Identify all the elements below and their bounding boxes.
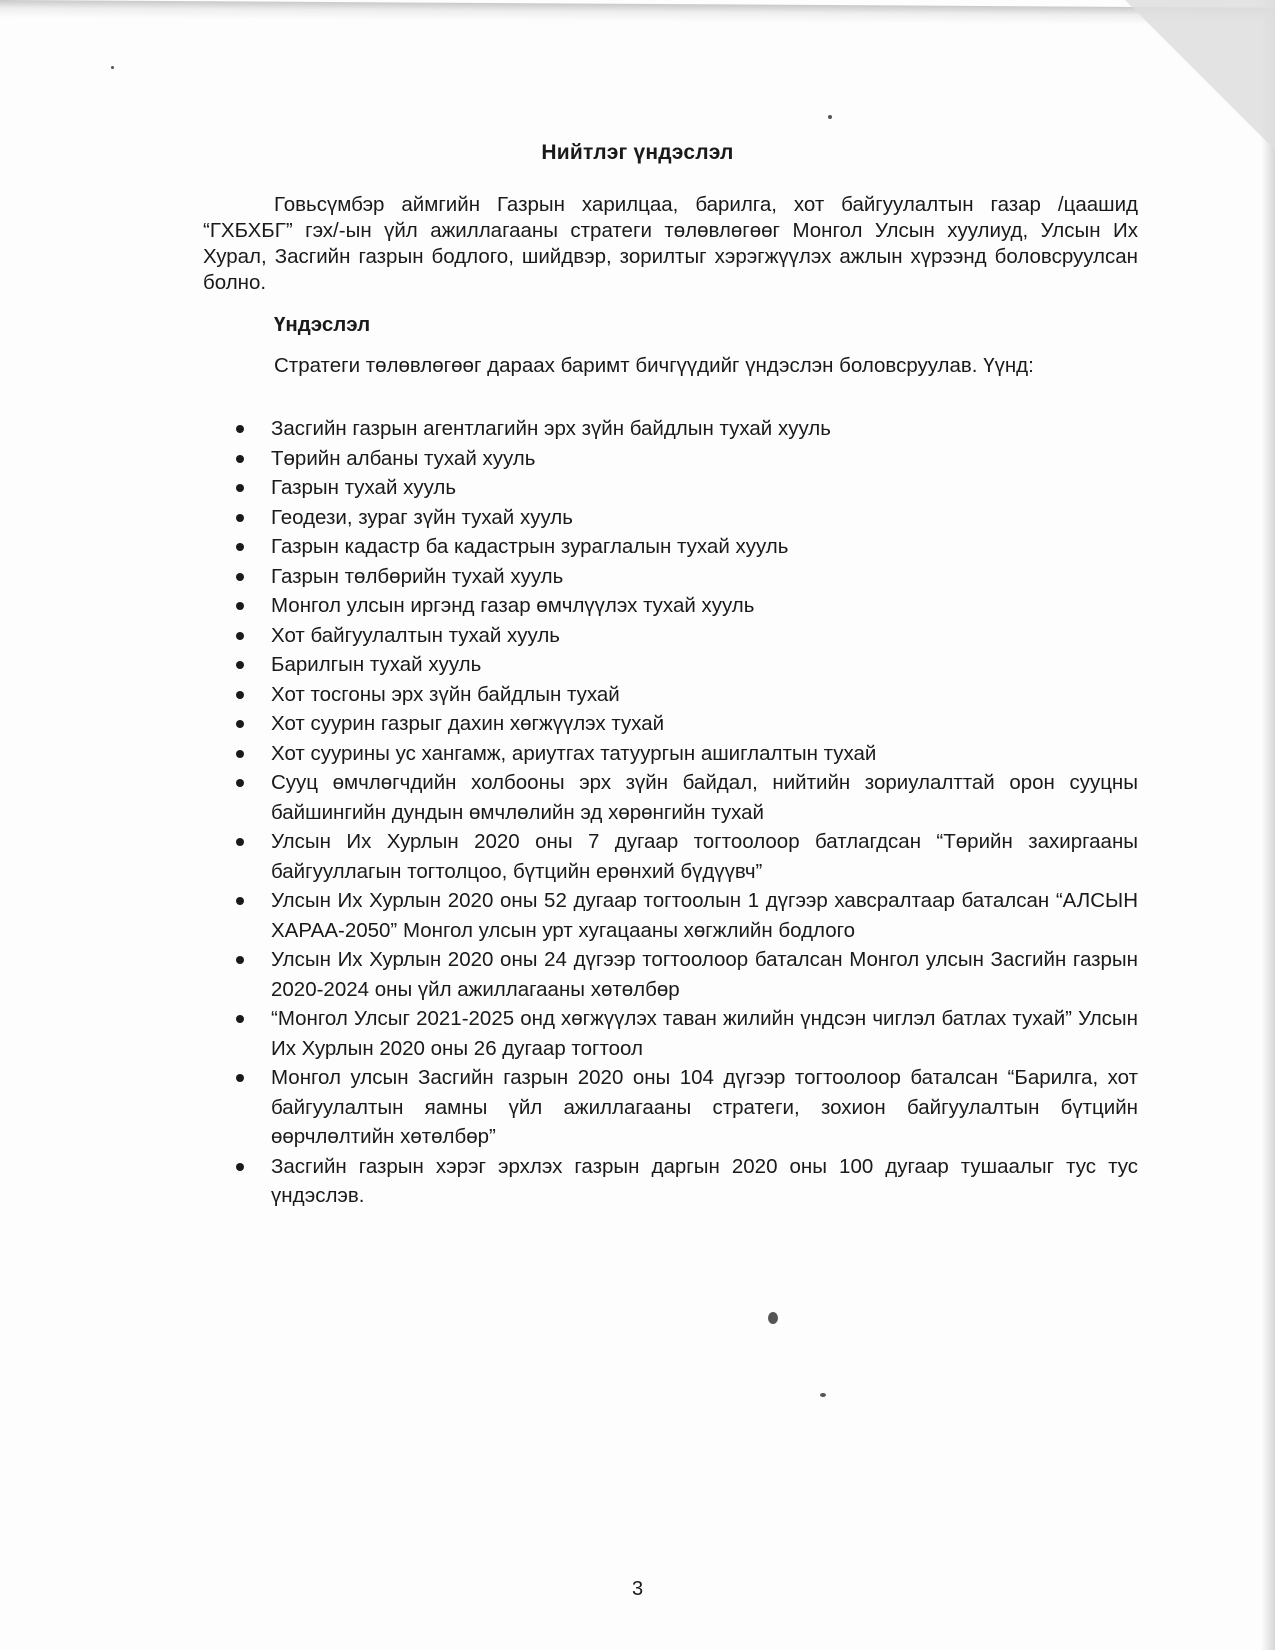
- scan-speck: [828, 115, 832, 119]
- list-item: [236, 1152, 1138, 1211]
- list-item-text: Улсын Их Хурлын 2020 оны 52 дугаар тогтоолын 1 дүгээр хавсралтаар баталсан “АЛСЫН ХАРАА-2050” Монгол улсын урт хугацааны хөгжлийн бодлого: [271, 889, 1138, 942]
- bullet-icon: [236, 455, 244, 463]
- list-item: [236, 768, 1138, 827]
- list-item: [236, 650, 1138, 680]
- bullet-icon: [236, 1074, 244, 1082]
- list-item-text: “Монгол Улсыг 2021-2025 онд хөгжүүлэх таван жилийн үндсэн чиглэл батлах тухай” Улсын Их Хурлын 2020 оны 26 дугаар тогтоол: [271, 1007, 1138, 1060]
- list-item-text: Сууц өмчлөгчдийн холбооны эрх зүйн байдал, нийтийн зориулалттай орон сууцны байшингийн дундын өмчлөлийн эд хөрөнгийн тухай: [271, 771, 1138, 824]
- bullet-icon: [236, 1015, 244, 1023]
- folded-corner: [1125, 0, 1275, 150]
- scan-speck: [768, 1312, 778, 1324]
- section-heading: Үндэслэл: [274, 313, 371, 336]
- list-item: [236, 473, 1138, 503]
- bullet-icon: [236, 514, 244, 522]
- list-item-text: Газрын төлбөрийн тухай хууль: [271, 564, 564, 588]
- list-item-text: Засгийн газрын агентлагийн эрх зүйн байдлын тухай хууль: [271, 417, 831, 440]
- bullet-icon: [236, 602, 244, 610]
- scan-top-edge: [0, 0, 1275, 26]
- basis-paragraph: Стратеги төлөвлөгөөг дараах баримт бичгүүдийг үндэслэн боловсруулав. Үүнд:: [274, 354, 1034, 377]
- bullet-icon: [236, 632, 244, 640]
- list-item-text: Хот байгуулалтын тухай хууль: [271, 623, 560, 647]
- list-item: [236, 709, 1138, 739]
- list-item: [236, 562, 1138, 592]
- bullet-icon: [236, 691, 244, 699]
- bullet-icon: [236, 543, 244, 551]
- bullet-icon: [236, 897, 244, 905]
- list-item: [236, 680, 1138, 710]
- bullet-icon: [236, 425, 244, 433]
- page-number: 3: [631, 1578, 644, 1600]
- bullet-icon: [236, 720, 244, 728]
- list-item-text: Газрын кадастр ба кадастрын зураглалын тухай хууль: [271, 535, 789, 558]
- list-item-text: Монгол улсын иргэнд газар өмчлүүлэх тухай хууль: [271, 594, 755, 617]
- list-item-text: Барилгын тухай хууль: [271, 653, 482, 676]
- list-item: [236, 886, 1138, 945]
- list-item-text: Улсын Их Хурлын 2020 оны 7 дугаар тогтоолоор батлагдсан “Төрийн захиргааны байгууллагын тогтолцоо, бүтцийн ерөнхий бүдүүвч”: [271, 830, 1138, 883]
- legal-basis-list: [236, 414, 1138, 1211]
- list-item-text: Геодези, зураг зүйн тухай хууль: [271, 505, 573, 529]
- list-item: [236, 1004, 1138, 1063]
- list-item-text: Хот суурины ус хангамж, ариутгах татуургын ашиглалтын тухай: [271, 741, 877, 765]
- bullet-icon: [236, 750, 244, 758]
- list-item: [236, 503, 1138, 533]
- list-item-text: Хот тосгоны эрх зүйн байдлын тухай: [271, 682, 620, 706]
- list-item-text: Төрийн албаны тухай хууль: [271, 446, 536, 470]
- scan-speck: [111, 66, 114, 69]
- bullet-icon: [236, 661, 244, 669]
- bullet-icon: [236, 573, 244, 581]
- list-item-text: Улсын Их Хурлын 2020 оны 24 дүгээр тогтоолоор баталсан Монгол улсын Засгийн газрын 2020-2024 оны үйл ажиллагааны хөтөлбөр: [271, 948, 1138, 1001]
- list-item: [236, 591, 1138, 621]
- list-item: [236, 532, 1138, 562]
- scan-speck: [820, 1393, 826, 1397]
- list-item: [236, 739, 1138, 769]
- bullet-icon: [236, 956, 244, 964]
- scan-right-edge: [1261, 0, 1275, 1650]
- bullet-icon: [236, 1163, 244, 1171]
- page-title: Нийтлэг үндэслэл: [541, 141, 734, 164]
- bullet-icon: [236, 484, 244, 492]
- list-item-text: Засгийн газрын хэрэг эрхлэх газрын даргын 2020 оны 100 дугаар тушаалыг тус тус үндэслэв.: [271, 1154, 1138, 1207]
- list-item-text: Хот суурин газрыг дахин хөгжүүлэх тухай: [271, 712, 665, 735]
- list-item: [236, 827, 1138, 886]
- intro-paragraph: Говьсүмбэр аймгийн Газрын харилцаа, барилга, хот байгуулалтын газар /цаашид “ГХБХБГ” гэх/-ын үйл ажиллагааны стратеги төлөвлөгөөг Монгол Улсын хуулиуд, Улсын Их Хурал, Засгийн газрын бодлого, шийдвэр, зорилтыг хэрэгжүүлэх ажлын хүрээнд боловсруулсан болно.: [203, 193, 1138, 294]
- list-item: [236, 414, 1138, 444]
- list-item-text: Газрын тухай хууль: [271, 476, 457, 499]
- list-item: [236, 621, 1138, 651]
- bullet-icon: [236, 838, 244, 846]
- list-item: [236, 945, 1138, 1004]
- bullet-icon: [236, 779, 244, 787]
- list-item: [236, 1063, 1138, 1152]
- list-item: [236, 444, 1138, 474]
- list-item-text: Монгол улсын Засгийн газрын 2020 оны 104 дүгээр тогтоолоор баталсан “Барилга, хот байгуулалтын яамны үйл ажиллагааны стратеги, зохион байгуулалтын бүтцийн өөрчлөлтийн хөтөлбөр”: [271, 1066, 1138, 1148]
